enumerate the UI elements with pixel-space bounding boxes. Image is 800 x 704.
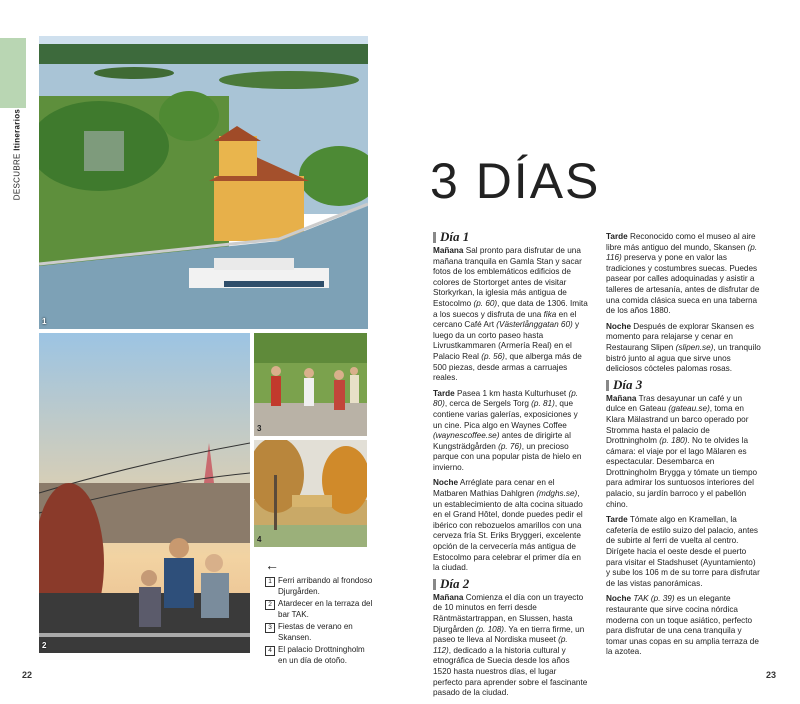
- island-palace-photo: [39, 36, 368, 329]
- day2-morning: Mañana Comienza el día con un trayecto de 10 minutos en ferri desde Räntmästartrappan, en Slussen, hasta Djurgården (p. 108). Ya en tierra firme, un paseo te lleva al Nordiska museet (p. 112), dedicado a la historia cultural y etnográfica de Suecia desde los años 1520 hasta nuestros días, el lugar perfecto para aprender sobre el fascinante pasado de la ciudad.: [433, 592, 588, 698]
- autumn-palace-illustration: [254, 440, 367, 547]
- day1-afternoon: Tarde Pasea 1 km hasta Kulturhuset (p. 80), cerca de Sergels Torg (p. 81), que contiene varias galerías, exposiciones y un cine. Pica algo en Waynes Coffee (waynescoffee.se) antes de dirigirte al Kungsträdgården (p. 76), un precioso parque con una popular pista de hielo en invierno.: [433, 388, 582, 472]
- caption: 2 Atardecer en la terraza del bar TAK.: [265, 599, 375, 620]
- page-title: 3 DÍAS: [430, 153, 601, 209]
- terrace-bar-photo: [39, 333, 250, 653]
- photo-number: 2: [42, 641, 47, 650]
- folk-festival-photo: [254, 333, 367, 436]
- arrow-left-icon: ←: [265, 557, 279, 573]
- caption: 3 Fiestas de verano en Skansen.: [265, 622, 375, 643]
- day2-afternoon: Tarde Reconocido como el museo al aire libre más antiguo del mundo, Skansen (p. 116) preserva y pone en valor las tradiciones y costumbres suecas. Puedes pasear por calles adoquinadas y asistir a talleres de artesanía, antes de disfrutar de una comida clásica sueca en una taberna de los años 1880.: [606, 232, 760, 316]
- folk-festival-illustration: [254, 333, 367, 436]
- caption: 1 Ferri arribando al frondoso Djurgården.: [265, 576, 375, 597]
- photo-captions: [265, 558, 375, 668]
- autumn-palace-photo: [254, 440, 367, 547]
- day3-night: Noche TAK (p. 39) es un elegante restaurante que sirve cocina nórdica moderna con un toque asiático, perfecto para disfrutar de una cena tranquila y tomar unas copas en su amplia terraza de la azotea.: [606, 594, 759, 657]
- day3-afternoon: Tarde Tómate algo en Kramellan, la cafetería de estilo suizo del palacio, antes de subirte al ferri de vuelta al centro. Dirígete hacia el oeste desde el puerto para visitar el Stadshuset (Ayuntamiento) y sube los 106 m de su torre para disfrutar de las vistas panorámicas.: [606, 515, 760, 588]
- day3-morning: Mañana Tras desayunar un café y un dulce en Gateau (gateau.se), toma en Klara Mälastrand un barco operado por Stromma hasta el palacio de Drottningholm (p. 180). No te olvides la cámara: el viaje por el lago Mälaren es espectacular. Desembarca en Drottningholm Brygga y tómate un tiempo para admirar los suntuosos interiores del palacio, su jardín barroco y el pabellón chino.: [606, 393, 758, 509]
- photo-number: 1: [42, 317, 47, 326]
- page-number-right: 23: [766, 670, 777, 680]
- itinerary-column-right: [606, 232, 761, 663]
- day2-night: Noche Después de explorar Skansen es momento para relajarse y cenar en Restaurang Slipen (slipen.se), un tranquilo bistró junto al agua que sirve unos deliciosos cócteles palomas rosas.: [606, 321, 761, 374]
- day1-morning: Mañana Sal pronto para disfrutar de una mañana tranquila en Gamla Stan y sacar fotos de los emblemáticos edificios de colores de Stortorget antes de visitar Storkyrkan, la iglesia más antigua de Estocolmo (p. 60), que data de 1306. Imita a los suecos y disfruta de una fika en el cercano Café Art (Västerlånggatan 60) y luego da un corto paseo hasta Livrustkammaren (Armería Real) en el Palacio Real (p. 56), que alberga más de 500 piezas, desde armas a carruajes reales.: [433, 246, 588, 383]
- page-number-left: 22: [22, 670, 33, 680]
- day-heading: Día 3: [606, 380, 761, 391]
- day-heading: Día 1: [433, 232, 588, 243]
- caption: 4 El palacio Drottningholm en un día de otoño.: [265, 645, 375, 666]
- photo-number: 4: [257, 535, 262, 544]
- island-palace-illustration: [39, 36, 368, 329]
- photo-number: 3: [257, 424, 262, 433]
- itinerary-column-left: [433, 228, 588, 704]
- section-label: DESCUBRE Itinerarios: [12, 108, 22, 201]
- day-heading: Día 2: [433, 579, 588, 590]
- day1-night: Noche Arréglate para cenar en el Matbaren Mathias Dahlgren (mdghs.se), un establecimiento de alta cocina situado en el Grand Hôtel, donde puedes pedir el ibérico con rebozuelos amarillos con una cerveza fría St. Eriks Bryggeri, excelente opción de la cervecería más antigua de Estocolmo para celebrar el primer día en la ciudad.: [433, 478, 583, 573]
- terrace-bar-illustration: [39, 333, 250, 653]
